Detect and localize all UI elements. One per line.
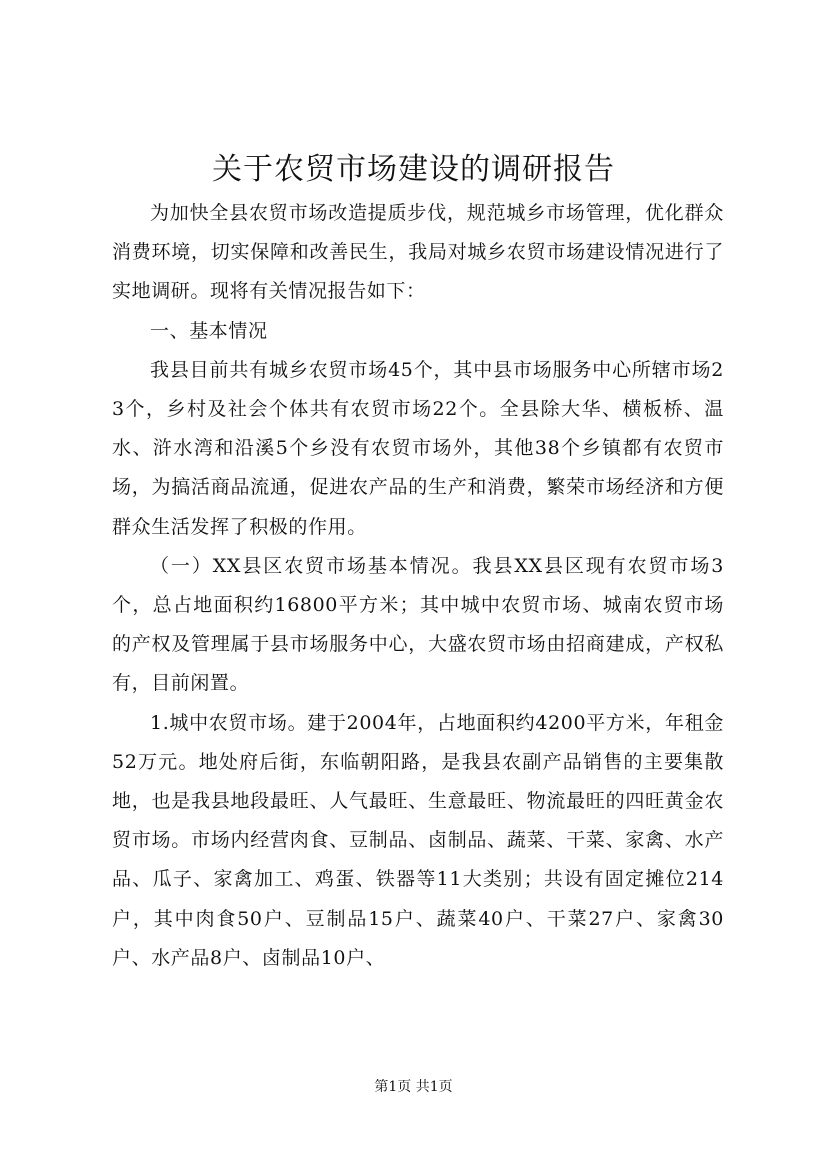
paragraph-intro: 为加快全县农贸市场改造提质步伐，规范城乡市场管理，优化群众消费环境，切实保障和改善民生，我局对城乡农贸市场建设情况进行了实地调研。现将有关情况报告如下：	[112, 202, 724, 303]
paragraph-overview: 我县目前共有城乡农贸市场45个，其中县市场服务中心所辖市场23个，乡村及社会个体共有农贸市场22个。全县除大华、横板桥、温水、浒水湾和沿溪5个乡没有农贸市场外，其他38个乡镇都有农贸市场，为搞活商品流通，促进农产品的生产和消费，繁荣市场经济和方便群众生活发挥了积极的作用。	[112, 358, 724, 538]
document-title: 关于农贸市场建设的调研报告	[212, 152, 615, 187]
page-footer	[0, 1076, 827, 1096]
paragraph-county-markets: （一）XX县区农贸市场基本情况。我县XX县区现有农贸市场3个，总占地面积约16800平方米；其中城中农贸市场、城南农贸市场的产权及管理属于县市场服务中心，大盛农贸市场由招商建成，产权私有，目前闲置。	[112, 554, 724, 695]
section-heading-basic-situation: 一、基本情况	[150, 319, 268, 342]
document-body	[112, 194, 724, 978]
page-number-label: 第1页 共1页	[374, 1079, 453, 1095]
paragraph-chengzhong-market: 1.城中农贸市场。建于2004年，占地面积约4200平方米，年租金52万元。地处府后街，东临朝阳路，是我县农副产品销售的主要集散地，也是我县地段最旺、人气最旺、生意最旺、物流最旺的四旺黄金农贸市场。市场内经营肉食、豆制品、卤制品、蔬菜、干菜、家禽、水产品、瓜子、家禽加工、鸡蛋、铁器等11大类别；共设有固定摊位214户，其中肉食50户、豆制品15户、蔬菜40户、干菜27户、家禽30户、水产品8户、卤制品10户、	[112, 711, 724, 969]
